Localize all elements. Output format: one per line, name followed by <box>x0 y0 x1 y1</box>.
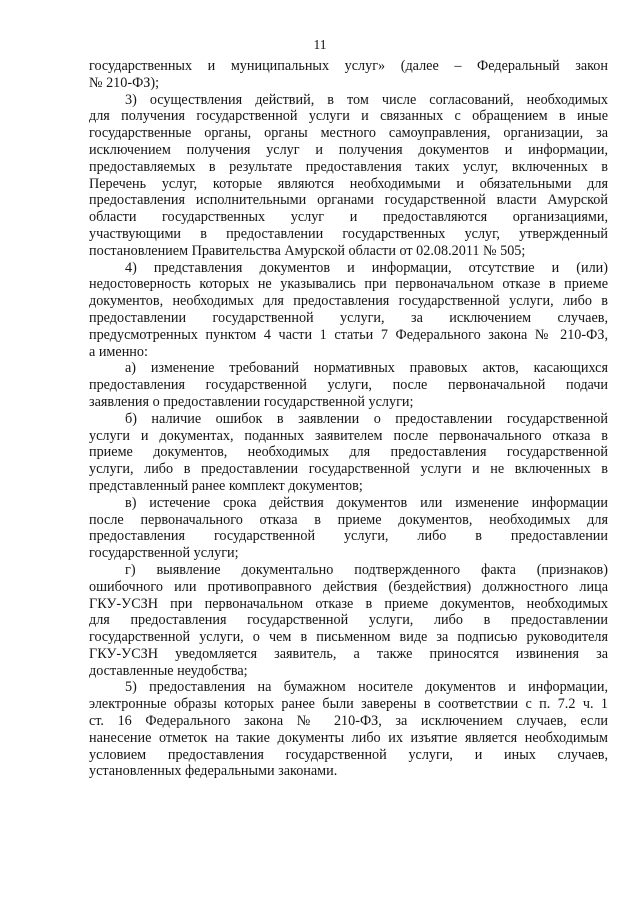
subitem-a-line: предоставления государственной услуги, после первоначальной подачи <box>89 377 608 394</box>
item-4-line: документов, необходимых для предоставления государственной услуги, либо в <box>89 293 608 310</box>
subitem-b-line: б) наличие ошибок в заявлении о предоставлении государственной <box>125 410 608 427</box>
subitem-b-line: представленный ранее комплект документов; <box>89 477 363 494</box>
subitem-v-line: в) истечение срока действия документов или изменение информации <box>125 494 608 511</box>
subitem-g-line: доставленные неудобства; <box>89 662 248 679</box>
item-3-line: области государственных услуг и предоставляются организациями, <box>89 209 608 226</box>
subitem-b-line: услуги, либо в предоставлении государственной услуги и не включенных в <box>89 461 608 478</box>
item-5-line: условием предоставления государственной услуги, и иных случаев, <box>89 746 608 763</box>
item-4-line: 4) представления документов и информации, отсутствие и (или) <box>125 259 608 276</box>
subitem-g-line: государственной услуги, о чем в письменном виде за подписью руководителя <box>89 629 608 646</box>
subitem-a-line: а) изменение требований нормативных правовых актов, касающихся <box>125 360 608 377</box>
item-4-line: а именно: <box>89 343 148 360</box>
item-3-line: государственные органы, органы местного самоуправления, организации, за <box>89 125 608 142</box>
subitem-g-line: ГКУ-УСЗН уведомляется заявитель, а также приносятся извинения за <box>89 645 608 662</box>
page-number: 11 <box>313 37 327 52</box>
item-4-line: предоставлении государственной услуги, за исключением случаев, <box>89 309 608 326</box>
item-3-line: 3) осуществления действий, в том числе согласований, необходимых <box>125 91 608 108</box>
item-3-line: участвующими в предоставлении государственных услуг, утвержденный <box>89 225 608 242</box>
subitem-g-line: ошибочного или противоправного действия (бездействия) должностного лица <box>89 578 608 595</box>
subitem-b-line: услуги и документах, поданных заявителем после первоначального отказа в <box>89 427 608 444</box>
subitem-a-line: заявления о предоставлении государственной услуги; <box>89 393 414 410</box>
subitem-g-line: ГКУ-УСЗН при первоначальном отказе в приеме документов, необходимых <box>89 595 608 612</box>
item-3-line: Перечень услуг, которые являются необходимыми и обязательными для <box>89 175 608 192</box>
document-body <box>89 58 608 780</box>
item-4-line: недостоверность которых не указывались при первоначальном отказе в приеме <box>89 276 608 293</box>
item-5-line: электронные образы которых ранее были заверены в соответствии с п. 7.2 ч. 1 <box>89 696 608 713</box>
item-5-line: ст. 16 Федерального закона № 210-ФЗ, за исключением случаев, если <box>89 713 608 730</box>
item-3-line: предоставления исполнительными органами государственной власти Амурской <box>89 192 608 209</box>
subitem-g-line: г) выявление документально подтвержденного факта (признаков) <box>125 561 608 578</box>
item-5-line: 5) предоставления на бумажном носителе документов и информации, <box>125 679 608 696</box>
paragraph-continuation-line: № 210-ФЗ); <box>89 74 160 91</box>
item-3-line: постановлением Правительства Амурской области от 02.08.2011 № 505; <box>89 242 526 259</box>
item-3-line: предоставляемых в результате предоставления таких услуг, включенных в <box>89 158 608 175</box>
item-5-line: нанесение отметок на такие документы либо их изъятие является необходимым <box>89 729 608 746</box>
item-3-line: для получения государственной услуги и связанных с обращением в иные <box>89 108 608 125</box>
item-4-line: предусмотренных пунктом 4 части 1 статьи 7 Федерального закона № 210-ФЗ, <box>89 326 608 343</box>
subitem-b-line: приеме документов, необходимых для предоставления государственной <box>89 444 608 461</box>
subitem-v-line: после первоначального отказа в приеме документов, необходимых для <box>89 511 608 528</box>
subitem-v-line: предоставления государственной услуги, либо в предоставлении <box>89 528 608 545</box>
item-5-line: установленных федеральными законами. <box>89 763 338 780</box>
subitem-g-line: для предоставления государственной услуги, либо в предоставлении <box>89 612 608 629</box>
item-3-line: исключением получения услуг и получения документов и информации, <box>89 141 608 158</box>
subitem-v-line: государственной услуги; <box>89 545 239 562</box>
paragraph-continuation-line: государственных и муниципальных услуг» (далее – Федеральный закон <box>89 58 608 74</box>
